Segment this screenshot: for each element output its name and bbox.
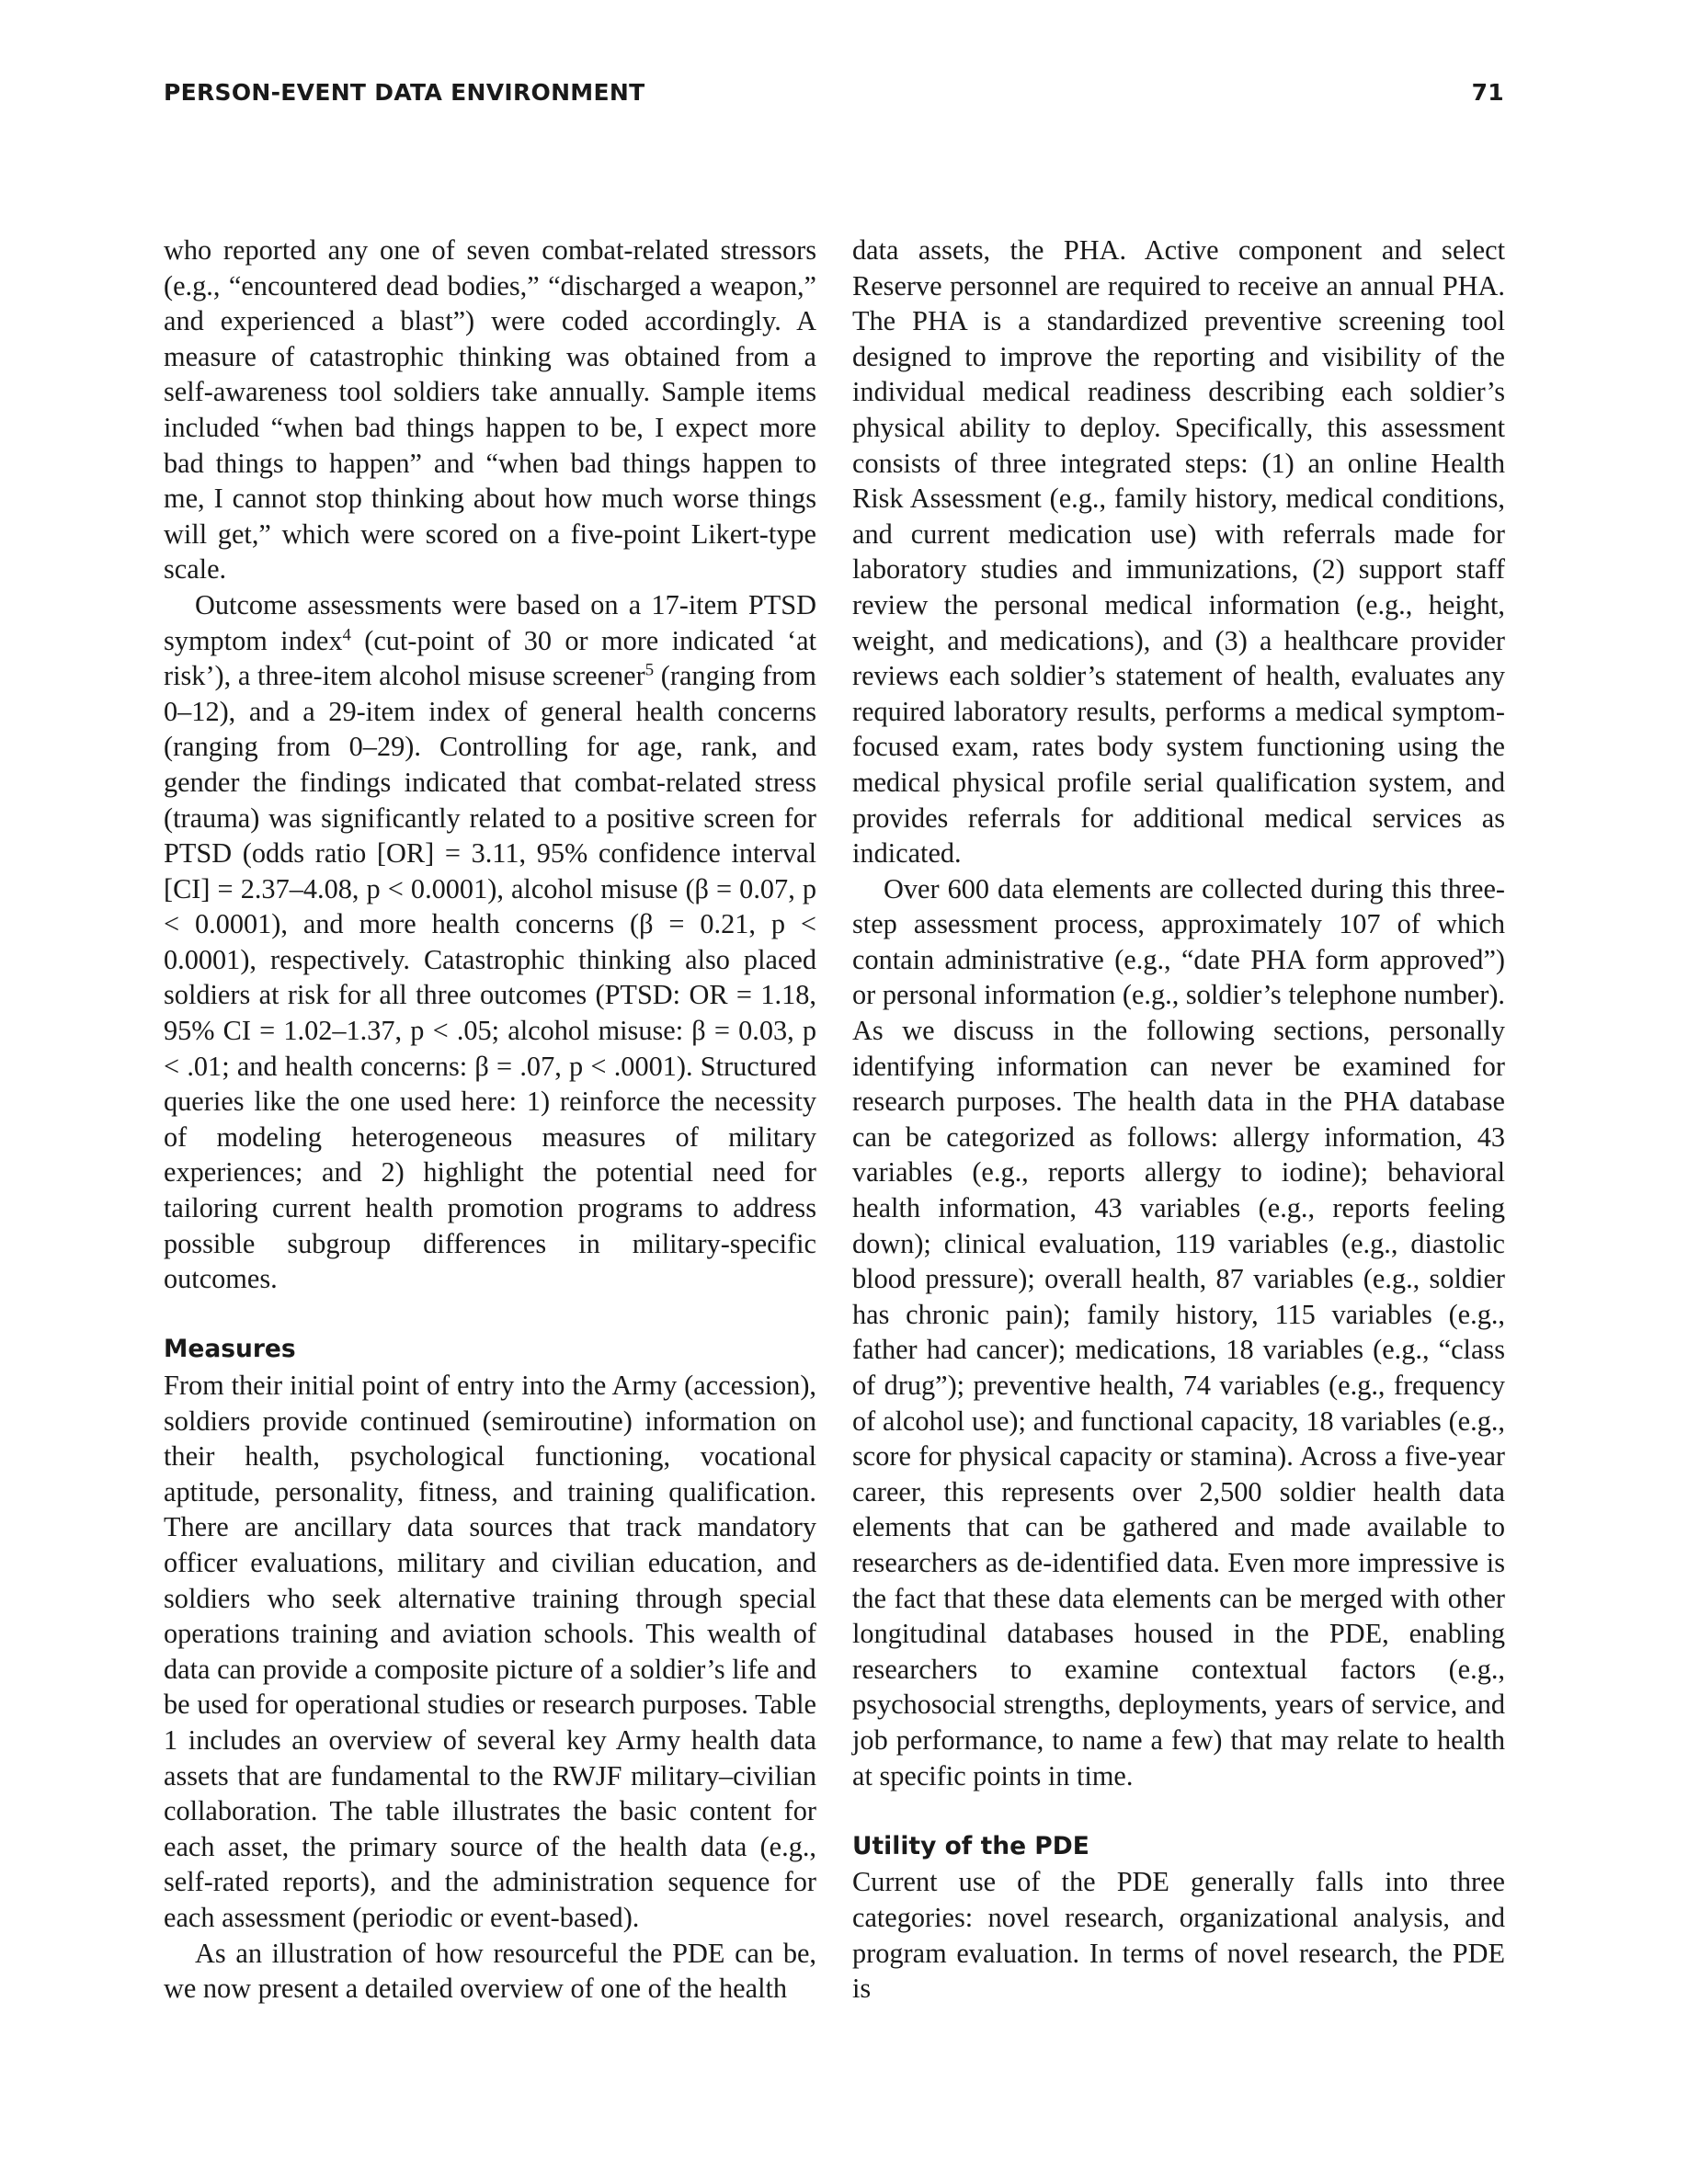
paragraph-utility: Current use of the PDE generally falls into three categories: novel research, organizational analysis, and program evaluation. In terms of novel research, the PDE is	[852, 1866, 1505, 2005]
footnote-ref-4: 4	[342, 625, 351, 645]
right-column	[852, 233, 1505, 2007]
section-heading-utility: Utility of the PDE	[852, 1831, 1089, 1860]
paragraph-pha: data assets, the PHA. Active component and select Reserve personnel are required to receive an annual PHA. The PHA is a standardized preventive screening tool designed to improve the reporting and visibility of the individual medical readiness describing each soldier’s physical ability to deploy. Specifically, this assessment consists of three integrated steps: (1) an online Health Risk Assessment (e.g., family history, medical conditions, and current medication use) with referrals made for laboratory studies and immunizations, (2) support staff review the personal medical information (e.g., height, weight, and medications), and (3) a healthcare provider reviews each soldier’s statement of health, evaluates any required laboratory results, performs a medical symptom-focused exam, rates body system functioning using the medical physical profile serial qualification system, and provides referrals for additional medical services as indicated.	[852, 234, 1505, 870]
running-title: PERSON-EVENT DATA ENVIRONMENT	[164, 79, 645, 106]
running-head	[164, 79, 1504, 116]
footnote-ref-5: 5	[644, 660, 655, 680]
page-number: 71	[1471, 79, 1504, 106]
paragraph-outcome-assessments	[164, 587, 816, 1297]
outcome-text-b: (cut-point of 30 or more indicated ‘at risk’), a three-item alcohol misuse screener	[164, 624, 817, 692]
left-column	[164, 233, 816, 2007]
paragraph-measures: From their initial point of entry into the Army (accession), soldiers provide continued (semiroutine) information on their health, psychological functioning, vocational aptitude, personality, fitness, and training qualification. There are ancillary data sources that track mandatory officer evaluations, military and civilian education, and soldiers who seek alternative training through special operations training and aviation schools. This wealth of data can provide a composite picture of a soldier’s life and be used for operational studies or research purposes. Table 1 includes an overview of several key Army health data assets that are fundamental to the RWJF military–civilian collaboration. The table illustrates the basic content for each asset, the primary source of the health data (e.g., self-rated reports), and the administration sequence for each assessment (periodic or event-based).	[164, 1370, 816, 1933]
paragraph-stressors: who reported any one of seven combat-related stressors (e.g., “encountered dead bodies,” “discharged a weapon,” and experienced a blast”) were coded accordingly. A measure of catastrophic thinking was obtained from a self-awareness tool soldiers take annually. Sample items included “when bad things happen to be, I expect more bad things to happen” and “when bad things happen to me, I cannot stop thinking about how much worse things will get,” which were scored on a five-point Likert-type scale.	[164, 234, 816, 586]
paragraph-data-elements: Over 600 data elements are collected during this three-step assessment process, approximately 107 of which contain administrative (e.g., “date PHA form approved”) or personal information (e.g., soldier’s telephone number). As we discuss in the following sections, personally identifying information can never be examined for research purposes. The health data in the PHA database can be categorized as follows: allergy information, 43 variables (e.g., reports allergy to iodine); behavioral health information, 43 variables (e.g., reports feeling down); clinical evaluation, 119 variables (e.g., diastolic blood pressure); overall health, 87 variables (e.g., soldier has chronic pain); family history, 115 variables (e.g., father had cancer); medications, 18 variables (e.g., “class of drug”); preventive health, 74 variables (e.g., frequency of alcohol use); and functional capacity, 18 variables (e.g., score for physical capacity or stamina). Across a five-year career, this represents over 2,500 soldier health data elements that can be gathered and made available to researchers as de-identified data. Even more impressive is the fact that these data elements can be merged with other longitudinal databases housed in the PDE, enabling researchers to examine contextual factors (e.g., psychosocial strengths, deployments, years of service, and job performance, to name a few) that may relate to health at specific points in time.	[852, 872, 1505, 1792]
section-heading-measures: Measures	[164, 1335, 296, 1364]
outcome-text-c: (ranging from 0–12), and a 29-item index of general health concerns (ranging from 0–29). Controlling for age, rank, and gender the findings indicated that combat-related stress (trauma) was significantly related to a positive screen for PTSD (odds ratio [OR] = 3.11, 95% confidence interval [CI] = 2.37–4.08, p < 0.0001), alcohol misuse (β = 0.07, p < 0.0001), and more health concerns (β = 0.21, p < 0.0001), respectively. Catastrophic thinking also placed soldiers at risk for all three outcomes (PTSD: OR = 1.18, 95% CI = 1.02–1.37, p < .05; alcohol misuse: β = 0.03, p < .01; and health concerns: β = .07, p < .0001). Structured queries like the one used here: 1) reinforce the necessity of modeling heterogeneous measures of military experiences; and 2) highlight the potential need for tailoring current health promotion programs to address possible subgroup differences in military-specific outcomes.	[164, 660, 816, 1295]
paragraph-illustration: As an illustration of how resourceful the PDE can be, we now present a detailed overview of one of the health	[164, 1937, 816, 2005]
outcome-text-a: Outcome assessments were based on a 17-item PTSD symptom index	[164, 588, 816, 656]
